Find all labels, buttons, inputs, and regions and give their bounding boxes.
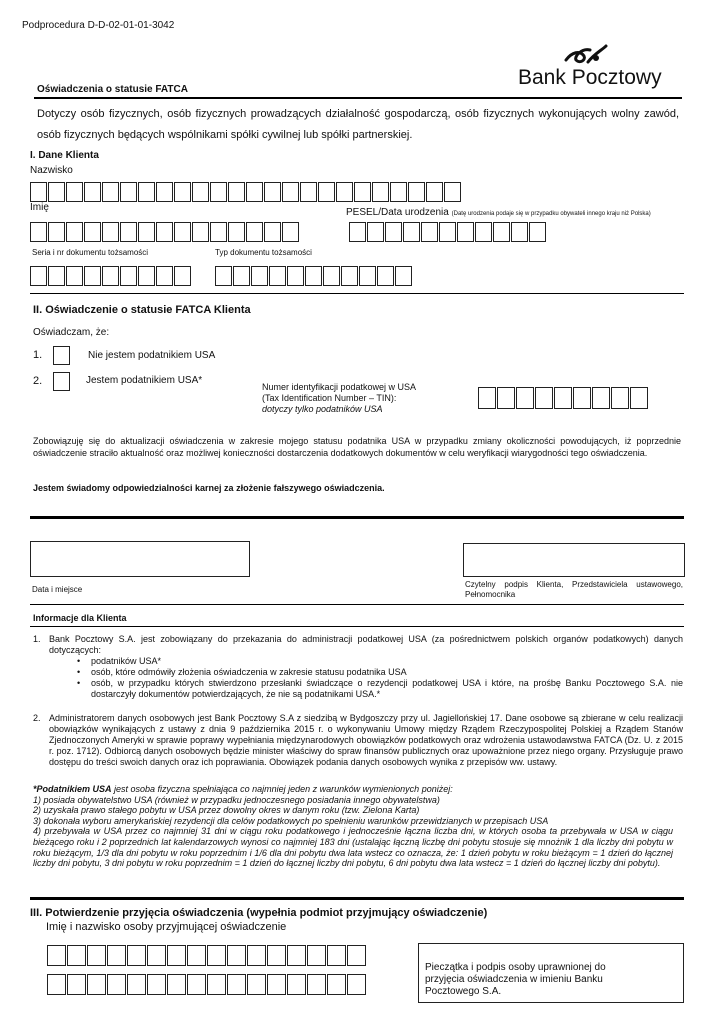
char-box[interactable] — [192, 182, 209, 202]
char-box[interactable] — [66, 182, 83, 202]
pesel-field[interactable] — [349, 222, 546, 242]
char-box[interactable] — [349, 222, 366, 242]
char-box[interactable] — [147, 945, 166, 966]
char-box[interactable] — [516, 387, 534, 409]
client-signature-field[interactable] — [463, 543, 685, 577]
char-box[interactable] — [395, 266, 412, 286]
char-box[interactable] — [264, 182, 281, 202]
char-box[interactable] — [127, 974, 146, 995]
char-box[interactable] — [573, 387, 591, 409]
tin-label-line3: dotyczy tylko podatników USA — [262, 404, 383, 414]
char-box[interactable] — [611, 387, 629, 409]
char-box[interactable] — [210, 222, 227, 242]
char-box[interactable] — [341, 266, 358, 286]
char-box[interactable] — [192, 222, 209, 242]
char-box[interactable] — [167, 974, 186, 995]
id-type-field[interactable] — [215, 266, 412, 286]
info-point1-text: Bank Pocztowy S.A. jest zobowiązany do przekazania do administracji podatkowej USA (za pośrednictwem polskich organów podatkowych) danych dotyczących: — [49, 634, 683, 655]
char-box[interactable] — [336, 182, 353, 202]
first-name-label: Imię — [30, 202, 49, 213]
char-box[interactable] — [269, 266, 286, 286]
char-box[interactable] — [120, 222, 137, 242]
char-box[interactable] — [630, 387, 648, 409]
char-box[interactable] — [529, 222, 546, 242]
char-box[interactable] — [187, 974, 206, 995]
char-box[interactable] — [318, 182, 335, 202]
section1-heading: I. Dane Klienta — [30, 150, 99, 161]
tin-label — [262, 382, 416, 415]
footnote-rest: jest osoba fizyczna spełniająca co najmniej jeden z warunków wymienionych poniżej: — [111, 784, 453, 794]
char-box[interactable] — [87, 945, 106, 966]
char-box[interactable] — [287, 266, 304, 286]
char-box[interactable] — [67, 974, 86, 995]
form-title: Oświadczenia o statusie FATCA — [37, 84, 188, 95]
char-box[interactable] — [457, 222, 474, 242]
char-box[interactable] — [138, 266, 155, 286]
char-box[interactable] — [511, 222, 528, 242]
char-box[interactable] — [535, 387, 553, 409]
tin-label-line2: (Tax Identification Number – TIN): — [262, 393, 397, 403]
client-signature-label: Czytelny podpis Klienta, Przedstawiciela ustawowego, Pełnomocnika — [465, 580, 683, 599]
char-box[interactable] — [67, 945, 86, 966]
char-box[interactable] — [102, 222, 119, 242]
receiver-name-row1[interactable] — [47, 945, 366, 966]
char-box[interactable] — [147, 974, 166, 995]
bank-logo-icon — [560, 38, 610, 68]
stamp-box[interactable] — [418, 943, 684, 1003]
char-box[interactable] — [48, 266, 65, 286]
char-box[interactable] — [554, 387, 572, 409]
char-box[interactable] — [421, 222, 438, 242]
char-box[interactable] — [107, 945, 126, 966]
info-point1 — [33, 634, 683, 700]
id-doc-label: Seria i nr dokumentu tożsamości — [32, 248, 149, 257]
info-point1-number: 1. — [33, 634, 41, 644]
condition-item: 1) posiada obywatelstwo USA (również w przypadku jednoczesnego posiadania innego obywatelstwa) — [33, 794, 440, 805]
stamp-label: Pieczątka i podpis osoby uprawnionej do przyjęcia oświadczenia w imieniu Banku Pocztowego S.A. — [425, 962, 606, 997]
char-box[interactable] — [287, 945, 306, 966]
char-box[interactable] — [354, 182, 371, 202]
info-heading: Informacje dla Klienta — [33, 613, 127, 623]
char-box[interactable] — [107, 974, 126, 995]
condition-item: 2) uzyskała prawo stałego pobytu w USA przez dowolny okres w danym roku (tzw. Zielona Karta) — [33, 805, 420, 816]
char-box[interactable] — [138, 222, 155, 242]
char-box[interactable] — [227, 974, 246, 995]
section1-divider — [30, 293, 684, 294]
char-box[interactable] — [251, 266, 268, 286]
char-box[interactable] — [156, 222, 173, 242]
pesel-note: (Datę urodzenia podaje się w przypadku obywateli innego kraju niż Polska) — [451, 211, 651, 217]
char-box[interactable] — [493, 222, 510, 242]
char-box[interactable] — [174, 222, 191, 242]
us-taxpayer-footnote — [33, 784, 673, 869]
char-box[interactable] — [497, 387, 515, 409]
char-box[interactable] — [102, 266, 119, 286]
section2-heading: II. Oświadczenie o statusie FATCA Klienta — [33, 304, 251, 316]
char-box[interactable] — [207, 974, 226, 995]
condition-item: 3) dokonała wyboru amerykańskiej rezydencji dla celów podatkowych po spełnieniu warunków przewidzianych w przepisach USA — [33, 815, 549, 826]
char-box[interactable] — [307, 945, 326, 966]
id-type-label: Typ dokumentu tożsamości — [215, 248, 312, 257]
char-box[interactable] — [233, 266, 250, 286]
char-box[interactable] — [120, 182, 137, 202]
char-box[interactable] — [408, 182, 425, 202]
char-box[interactable] — [359, 266, 376, 286]
info-divider — [30, 626, 684, 627]
info-point2-number: 2. — [33, 713, 41, 723]
char-box[interactable] — [305, 266, 322, 286]
char-box[interactable] — [66, 266, 83, 286]
char-box[interactable] — [47, 945, 66, 966]
char-box[interactable] — [227, 945, 246, 966]
intro-description: Dotyczy osób fizycznych, osób fizycznych prowadzących działalność gospodarczą, osób fizycznych wykonujących wolny zawód, osób fizycznych będących wspólnikami spółki cywilnej lub spółki partnerskiej. — [37, 108, 679, 141]
char-box[interactable] — [120, 266, 137, 286]
char-box[interactable] — [167, 945, 186, 966]
title-divider — [34, 97, 682, 99]
char-box[interactable] — [156, 266, 173, 286]
char-box[interactable] — [246, 182, 263, 202]
char-box[interactable] — [385, 222, 402, 242]
char-box[interactable] — [478, 387, 496, 409]
char-box[interactable] — [30, 182, 47, 202]
surname-field[interactable] — [30, 182, 461, 202]
char-box[interactable] — [247, 974, 266, 995]
char-box[interactable] — [327, 974, 346, 995]
char-box[interactable] — [84, 222, 101, 242]
receiver-label: Imię i nazwisko osoby przyjmującej oświadczenie — [46, 921, 287, 933]
footnote-bold: *Podatnikiem USA — [33, 784, 112, 794]
char-box[interactable] — [48, 182, 65, 202]
us-taxpayer-checkbox[interactable] — [53, 372, 70, 391]
declare-text: Oświadczam, że: — [33, 327, 110, 338]
bullet-item: • osób, które odmówiły złożenia oświadczenia w zakresie statusu podatnika USA — [77, 667, 683, 678]
char-box[interactable] — [48, 222, 65, 242]
pesel-label-text: PESEL/Data urodzenia — [346, 207, 449, 218]
option1-number: 1. — [33, 349, 43, 361]
char-box[interactable] — [228, 222, 245, 242]
char-box[interactable] — [66, 222, 83, 242]
char-box[interactable] — [174, 266, 191, 286]
char-box[interactable] — [30, 266, 47, 286]
char-box[interactable] — [84, 182, 101, 202]
option1-label: Nie jestem podatnikiem USA — [88, 350, 216, 361]
char-box[interactable] — [84, 266, 101, 286]
commitment-text: Zobowiązuję się do aktualizacji oświadczenia w zakresie mojego statusu podatnika USA w przypadku zmiany okoliczności powodujących, iż poprzednie oświadczenie straciło aktualność oraz możliwej konieczności dostarczenia dodatkowych dokumentów w celu weryfikacji wiarygodności tego oświadczenia. — [33, 436, 681, 458]
char-box[interactable] — [47, 974, 66, 995]
char-box[interactable] — [102, 182, 119, 202]
tin-field[interactable] — [478, 387, 648, 409]
char-box[interactable] — [215, 266, 232, 286]
not-us-taxpayer-checkbox[interactable] — [53, 346, 70, 365]
char-box[interactable] — [475, 222, 492, 242]
char-box[interactable] — [187, 945, 206, 966]
date-place-label: Data i miejsce — [32, 585, 83, 594]
date-place-field[interactable] — [30, 541, 250, 577]
info-point2 — [33, 713, 683, 768]
pesel-label — [346, 207, 651, 218]
receiver-name-row2[interactable] — [47, 974, 366, 995]
char-box[interactable] — [138, 182, 155, 202]
option2-label: Jestem podatnikiem USA* — [86, 375, 203, 386]
char-box[interactable] — [210, 182, 227, 202]
bullet-item: • podatników USA* — [77, 656, 683, 667]
signature-divider — [30, 604, 684, 605]
info-point2-text: Administratorem danych osobowych jest Bank Pocztowy S.A z siedzibą w Bydgoszczy przy ul. Jagiellońskiej 17. Dane osobowe są zbierane w celu realizacji obowiązków wynikających z ustawy z dnia 9 października 2015 r. o wykonywaniu Umowy między Rządem Rzeczypospolitej Polskiej a Rządem Stanów Zjednoczonych Ameryki w sprawie poprawy wypełniania międzynarodowych obowiązków podatkowych oraz wdrożenia ustawodawstwa FATCA (Dz. U. z 2015 r. poz. 1712). Odbiorcą danych osobowych będzie minister właściwy do spraw finansów publicznych oraz upoważnione przez niego organy. Przysługuje prawo dostępu do treści swoich danych oraz ich poprawiania. Obowiązek podania danych osobowych wynika z przepisów ww. ustawy. — [49, 713, 683, 767]
char-box[interactable] — [127, 945, 146, 966]
surname-label: Nazwisko — [30, 165, 73, 176]
procedure-code: Podprocedura D-D-02-01-01-3042 — [22, 20, 175, 31]
char-box[interactable] — [156, 182, 173, 202]
char-box[interactable] — [174, 182, 191, 202]
char-box[interactable] — [264, 222, 281, 242]
char-box[interactable] — [367, 222, 384, 242]
char-box[interactable] — [347, 974, 366, 995]
char-box[interactable] — [30, 222, 47, 242]
char-box[interactable] — [246, 222, 263, 242]
char-box[interactable] — [247, 945, 266, 966]
id-doc-field[interactable] — [30, 266, 191, 286]
char-box[interactable] — [439, 222, 456, 242]
char-box[interactable] — [282, 182, 299, 202]
section3-divider — [30, 897, 684, 900]
char-box[interactable] — [377, 266, 394, 286]
tin-label-line1: Numer identyfikacji podatkowej w USA — [262, 382, 417, 392]
char-box[interactable] — [372, 182, 389, 202]
section3-heading: III. Potwierdzenie przyjęcia oświadczenia (wypełnia podmiot przyjmujący oświadczenie) — [30, 907, 488, 919]
char-box[interactable] — [390, 182, 407, 202]
char-box[interactable] — [444, 182, 461, 202]
option2-number: 2. — [33, 375, 43, 387]
char-box[interactable] — [287, 974, 306, 995]
char-box[interactable] — [87, 974, 106, 995]
char-box[interactable] — [282, 222, 299, 242]
bullet-item: • osób, w przypadku których stwierdzono przesłanki świadczące o rezydencji podatkowej USA i które, na prośbę Banku Pocztowego S.A. nie dostarczyły dokumentów potwierdzających, że nie są podatnikami USA.* — [77, 678, 683, 700]
bank-name: Bank Pocztowy — [518, 66, 662, 89]
condition-item: 4) przebywała w USA przez co najmniej 31 dni w ciągu roku podatkowego i jednocześnie łączna liczba dni, w których osoba ta przebywała w USA w ciągu bieżącego roku i 2 poprzednich lat kalendarzowych wynosi co najmniej 183 dni (ustalając łączną liczbę dni pobytu stosuje się mnożnik 1 dla liczby dni pobytu w roku bieżącym, 1/3 dla dni pobytu w roku poprzednim i 1/6 dla dni pobytu dwa lata wstecz co oznacza, że: 1 dzień pobytu w roku bieżącym = 1 dzień do łącznej liczby dni pobytu, 3 dni pobytu w roku poprzednim = 1 dzień do łącznej liczby dni pobytu, 6 dni pobytu dwa lata wstecz = 1 dzień do łącznej liczby dni pobytu). — [33, 826, 673, 869]
char-box[interactable] — [207, 945, 226, 966]
liability-text: Jestem świadomy odpowiedzialności karnej za złożenie fałszywego oświadczenia. — [33, 483, 385, 493]
char-box[interactable] — [347, 945, 366, 966]
char-box[interactable] — [300, 182, 317, 202]
char-box[interactable] — [267, 945, 286, 966]
char-box[interactable] — [327, 945, 346, 966]
char-box[interactable] — [228, 182, 245, 202]
char-box[interactable] — [426, 182, 443, 202]
info-point1-bullets — [55, 656, 683, 700]
char-box[interactable] — [403, 222, 420, 242]
char-box[interactable] — [267, 974, 286, 995]
char-box[interactable] — [323, 266, 340, 286]
char-box[interactable] — [307, 974, 326, 995]
section2-divider — [30, 516, 684, 519]
char-box[interactable] — [592, 387, 610, 409]
first-name-field[interactable] — [30, 222, 299, 242]
